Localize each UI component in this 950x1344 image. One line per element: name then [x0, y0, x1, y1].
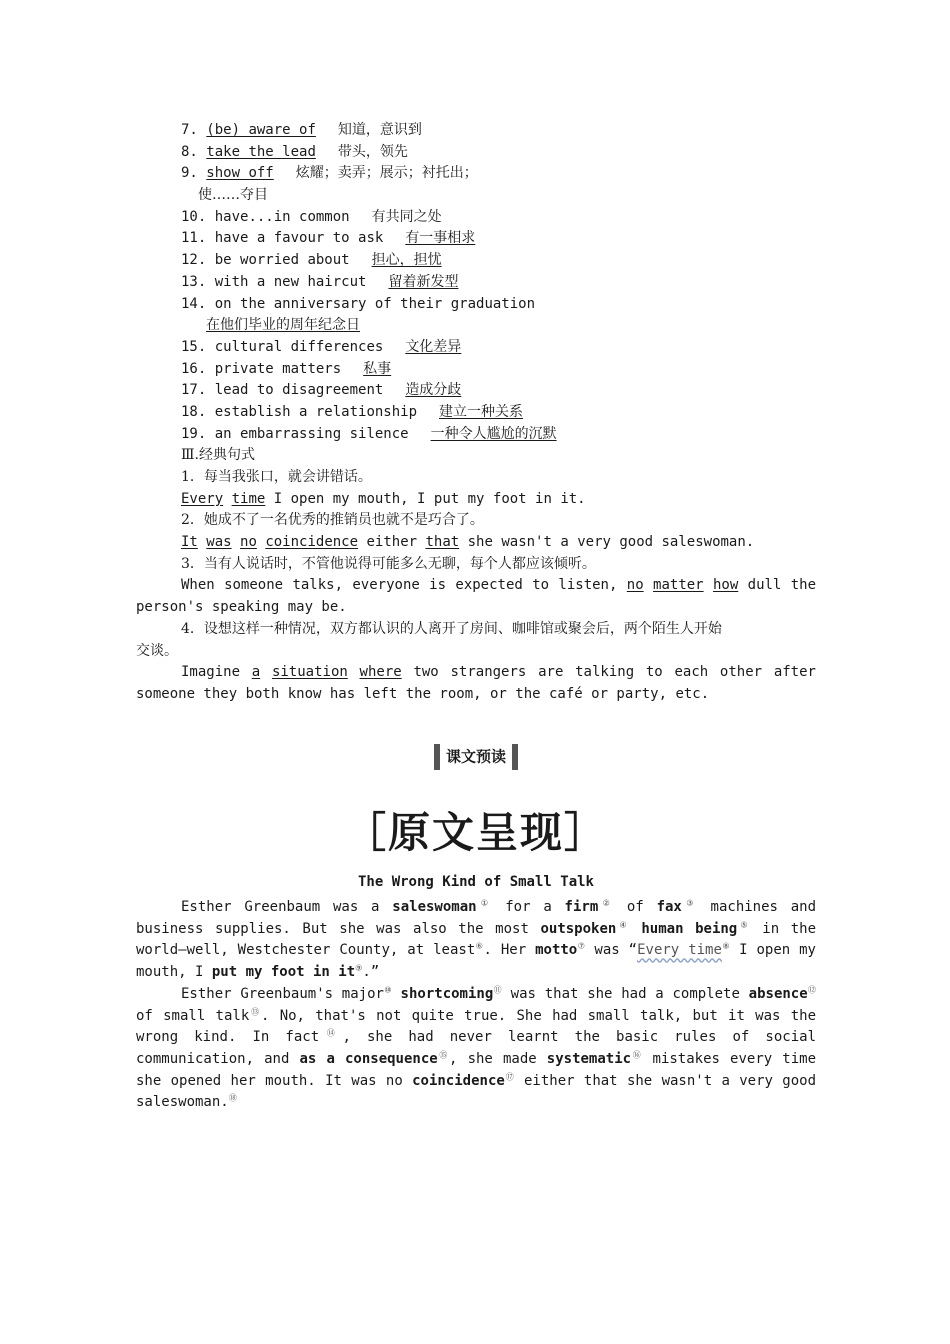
vocab-item: 12. be worried about 担心，担忧 — [181, 252, 442, 269]
vocab-english: be worried about — [214, 252, 350, 269]
vocab-item: 18. establish a relationship 建立一种关系 — [181, 403, 524, 420]
blank-word: that — [425, 534, 460, 551]
vocab-chinese: 知道，意识到 — [337, 122, 422, 138]
sentence-1-english: Every time I open my mouth, I put my foot in it. — [181, 490, 586, 507]
section-tag: 课文预读 — [136, 744, 816, 770]
vocab-list — [136, 120, 816, 445]
sentence-3-english: When someone talks, everyone is expected to listen, no matter how dull the — [181, 577, 817, 594]
vocab-item: 11. have a favour to ask 有一事相求 — [181, 230, 476, 247]
vocab-item: 7. (be) aware of 知道，意识到 — [181, 122, 422, 138]
vocab-item: 16. private matters 私事 — [181, 360, 392, 377]
vocab-chinese: 有一事相求 — [405, 230, 476, 247]
blank-word: coincidence — [265, 534, 359, 551]
vocab-item: 13. with a new haircut 留着新发型 — [181, 273, 459, 290]
blank-word: Every — [181, 490, 224, 507]
sentence-3-english-cont: person's speaking may be. — [136, 599, 347, 616]
vocab-chinese: 造成分歧 — [405, 382, 462, 399]
sentence-4-english: Imagine a situation where two strangers are talking to each other after — [181, 664, 816, 681]
story-paragraph: Esther Greenbaum's major⑩ shortcoming⑪ was that she had a complete absence⑫ of small talk⑬. No, that's not quite true. She had small talk, but it was the wrong kind. In fact⑭, she had never learnt the basic rules of social communication, and as a consequence⑮, she made systematic⑯ mistakes every time she opened her mouth. It was no coincidence⑰ either that she wasn't a very good saleswoman.⑱ — [136, 985, 817, 1111]
vocab-english: have...in common — [214, 208, 350, 225]
blank-word: no — [240, 534, 257, 551]
vocab-chinese: 私事 — [363, 360, 392, 377]
vocab-item: 14. on the anniversary of their graduation — [181, 295, 536, 312]
vocab-english: on the anniversary of their graduation — [214, 295, 536, 312]
story-paragraph: Esther Greenbaum was a saleswoman① for a firm② of fax③ machines and business supplies. But she was also the most outspoken④ human being⑤ in the world—well, Westchester County, at least⑥. Her motto⑦ was “Every time⑧ I open my mouth, I put my foot in it⑨.” — [136, 898, 817, 981]
vocab-english: establish a relationship — [214, 403, 418, 420]
vocab-item: 9. show off 炫耀；卖弄；展示；衬托出； — [181, 165, 478, 182]
sentence-3-chinese: 3．当有人说话时，不管他说得可能多么无聊，每个人都应该倾听。 — [181, 555, 596, 572]
vocab-english: lead to disagreement — [214, 382, 384, 399]
sentence-4-english-cont: someone they both know has left the room, or the café or party, etc. — [136, 685, 710, 702]
section-heading: Ⅲ.经典句式 — [181, 447, 255, 464]
bar-decoration — [434, 744, 440, 770]
vocab-chinese: 文化差异 — [405, 338, 462, 355]
vocab-english: show off — [206, 165, 274, 182]
vocab-item: 10. have...in common 有共同之处 — [181, 208, 442, 225]
sentence-2-chinese: 2．她成不了一名优秀的推销员也就不是巧合了。 — [181, 512, 484, 529]
blank-word: no — [626, 577, 644, 594]
sentence-2-english: It was no coincidence either that she wasn't a very good saleswoman. — [181, 534, 755, 551]
vocab-chinese: 担心，担忧 — [371, 252, 442, 269]
story-text — [136, 897, 816, 1114]
vocab-chinese: 留着新发型 — [388, 273, 459, 290]
vocab-chinese: 炫耀；卖弄；展示；衬托出； — [295, 165, 478, 182]
vocab-chinese: 建立一种关系 — [439, 403, 524, 420]
blank-word: matter — [653, 577, 704, 594]
vocab-chinese: 有共同之处 — [371, 208, 442, 225]
vocab-english: have a favour to ask — [214, 230, 384, 247]
vocab-chinese: 带头，领先 — [337, 143, 408, 160]
vocab-english: cultural differences — [214, 338, 384, 355]
blank-word: It — [181, 534, 198, 551]
vocab-item: 8. take the lead 带头，领先 — [181, 143, 408, 160]
vocab-english: (be) aware of — [206, 122, 316, 138]
worksheet-page — [136, 120, 817, 1111]
vocab-item: 19. an embarrassing silence 一种令人尴尬的沉默 — [181, 425, 557, 442]
blank-word: where — [359, 664, 402, 681]
blank-word: a — [251, 664, 261, 681]
sentence-1-chinese: 1．每当我张口，就会讲错话。 — [181, 469, 372, 485]
blank-word: situation — [271, 664, 348, 681]
vocab-english: take the lead — [206, 143, 316, 160]
blank-word: was — [206, 534, 232, 551]
sentence-4-chinese: 4．设想这样一种情况，双方都认识的人离开了房间、咖啡馆或聚会后，两个陌生人开始 — [181, 620, 722, 637]
sentence-4-chinese-cont: 交谈。 — [136, 642, 178, 659]
vocab-english: an embarrassing silence — [214, 425, 409, 442]
vocab-chinese: 一种令人尴尬的沉默 — [430, 425, 557, 442]
blank-word: time — [231, 490, 266, 507]
blank-word: how — [712, 577, 739, 594]
story-title: The Wrong Kind of Small Talk — [357, 874, 594, 890]
vocab-item: 17. lead to disagreement 造成分歧 — [181, 382, 462, 399]
vocab-chinese-cont: 在他们毕业的周年纪念日 — [206, 317, 360, 334]
vocab-english: private matters — [214, 360, 342, 377]
vocab-chinese-cont: 使……夺目 — [198, 187, 268, 204]
vocab-english: with a new haircut — [214, 273, 367, 290]
bar-decoration — [512, 744, 518, 770]
page-title: ［原文呈现］ — [343, 808, 608, 857]
vocab-item: 15. cultural differences 文化差异 — [181, 338, 462, 355]
